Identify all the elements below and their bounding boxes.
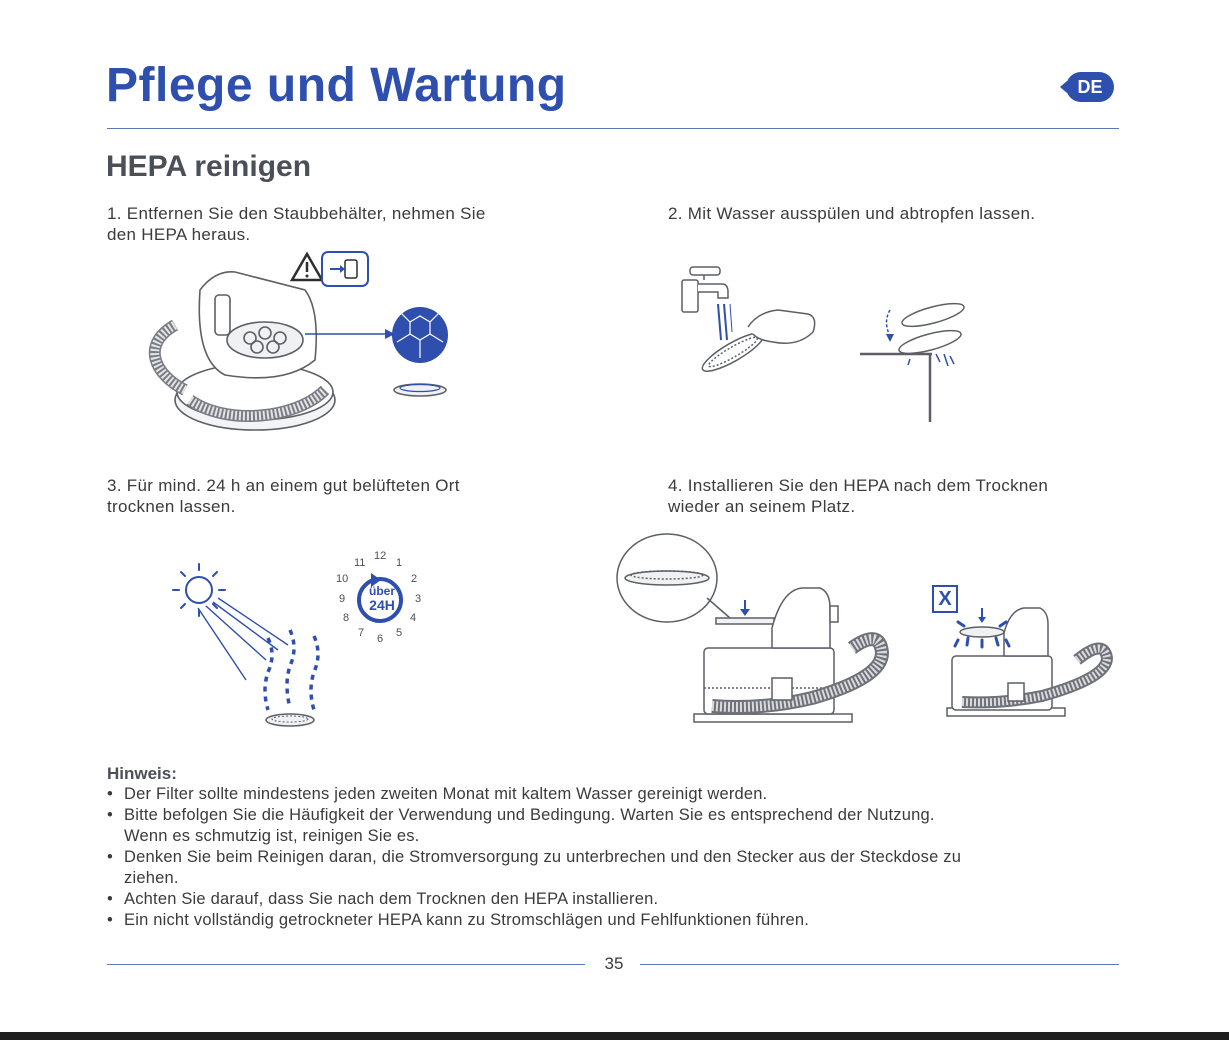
clock-number-9: 9 [339,593,346,605]
header-divider [107,128,1119,129]
step-3-line-1: 3. Für mind. 24 h an einem gut belüfteten Ort [107,476,460,495]
clock-number-1: 1 [396,557,403,569]
wrong-mark: X [938,588,952,610]
note-item-4: • Achten Sie darauf, dass Sie nach dem Trocknen den HEPA installieren. [107,889,987,910]
clock-number-3: 3 [415,593,422,605]
page-number: 35 [604,954,624,973]
step-3-line-2: trocknen lassen. [107,497,236,516]
step-1-text [107,203,486,245]
note-item-1: • Der Filter sollte mindestens jeden zweiten Monat mit kaltem Wasser gereinigt werden. [107,784,987,805]
notes-list [107,784,987,931]
bottom-bar [0,1032,1229,1040]
notes-title: Hinweis: [107,764,177,783]
step-4-line-1: 4. Installieren Sie den HEPA nach dem Trocknen [668,476,1049,495]
step-1-line-1: 1. Entfernen Sie den Staubbehälter, nehmen Sie [107,204,486,223]
clock-number-2: 2 [411,573,418,585]
note-item-5: • Ein nicht vollständig getrockneter HEPA kann zu Stromschlägen und Fehlfunktionen führen. [107,910,987,931]
step-4-line-2: wieder an seinem Platz. [668,497,856,516]
clock-label-top: über [368,584,395,598]
clock-number-5: 5 [396,627,403,639]
footer-divider-left [107,964,585,965]
step-3-text [107,475,460,517]
clock-number-8: 8 [343,612,350,624]
footer-divider-right [640,964,1119,965]
section-title: HEPA reinigen [106,150,312,183]
step-4-text [668,475,1048,517]
clock-number-7: 7 [358,627,365,639]
clock-number-6: 6 [377,633,384,645]
step-3-illustration [168,550,438,735]
clock-label-bottom: 24H [369,597,395,613]
step-1-illustration [135,250,475,450]
language-badge: DE [1066,72,1114,102]
step-1-line-2: den HEPA heraus. [107,225,251,244]
clock-number-12: 12 [374,550,387,562]
note-item-3: • Denken Sie beim Reinigen daran, die Stromversorgung zu unterbrechen und den Stecker aus der Steckdose zu ziehen. [107,847,964,889]
step-2-text [668,203,1035,224]
note-item-2: • Bitte befolgen Sie die Häufigkeit der Verwendung und Bedingung. Warten Sie es entsprechend der Nutzung. Wenn es schmutzig ist, reinigen Sie es. [107,805,964,847]
step-2-line-1: 2. Mit Wasser ausspülen und abtropfen lassen. [668,204,1036,223]
step-2-illustration [678,262,978,427]
clock-number-4: 4 [410,612,417,624]
clock-number-10: 10 [336,573,349,585]
clock-number-11: 11 [354,557,366,569]
step-4-illustration [612,528,1122,728]
page-title: Pflege und Wartung [106,59,567,112]
